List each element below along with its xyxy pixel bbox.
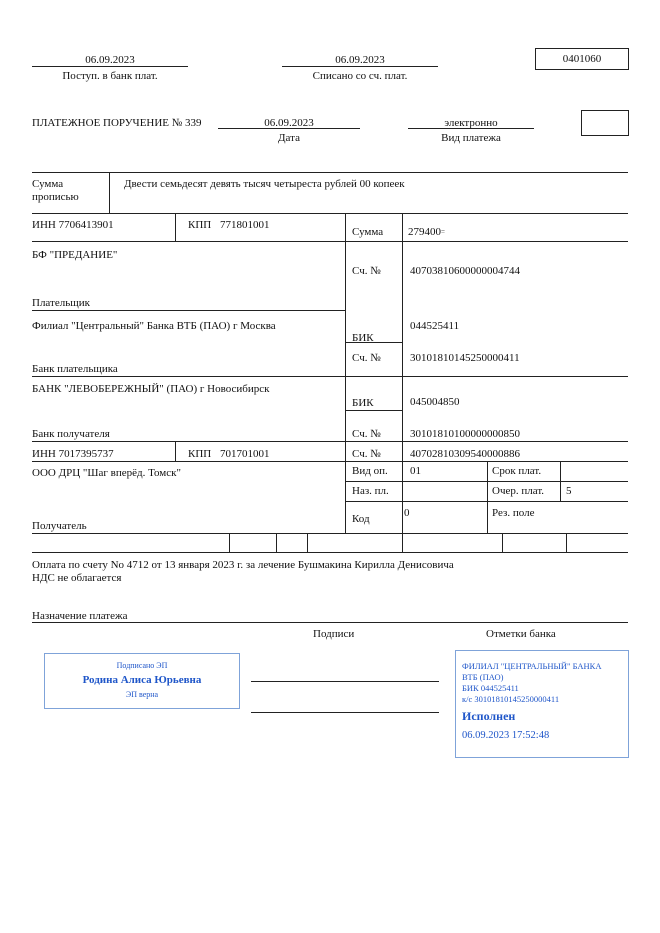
recipient-name: ООО ДРЦ "Шаг вперёд. Томск" [32,467,181,479]
recipient-bank-account-label: Сч. № [352,428,381,440]
order-date-label: Дата [278,132,300,144]
kod-value: 0 [404,507,410,519]
order-title: ПЛАТЕЖНОЕ ПОРУЧЕНИЕ № 339 [32,117,202,129]
payer-bank-account-label: Сч. № [352,352,381,364]
payment-type-label: Вид платежа [441,132,501,144]
kod-label: Код [352,513,370,525]
recipient-bank-name: БАНК "ЛЕВОБЕРЕЖНЫЙ" (ПАО) г Новосибирск [32,383,270,395]
grid-line [345,501,628,502]
form-code-box [535,48,629,70]
order-date-line [218,128,360,129]
purpose-line-1: Оплата по счету No 4712 от 13 января 2023 г. за лечение Бушмакина Кирилла Денисовича [32,559,454,571]
debited-date: 06.09.2023 [335,54,385,66]
empty-code-box [581,110,629,136]
bank-stamp-datetime: 06.09.2023 17:52:48 [462,730,550,741]
payer-label: Плательщик [32,297,90,309]
signature-line-2 [251,712,439,713]
grid-line [32,213,628,214]
ocher-label: Очер. плат. [492,485,545,497]
payer-bank-bik-label: БИК [352,332,374,344]
grid-line [175,213,176,241]
grid-line [345,481,628,482]
bank-marks-label: Отметки банка [486,628,556,640]
signatures-label: Подписи [313,628,355,640]
signature-stamp-top: Подписано ЭП [116,661,168,670]
recipient-label: Получатель [32,520,87,532]
order-date: 06.09.2023 [264,117,314,129]
payer-bank-bik: 044525411 [410,320,460,332]
sum-sup: = [441,228,445,236]
recipient-account: 40702810309540000886 [410,448,520,460]
payer-kpp-label: КПП [188,219,212,231]
grid-line [566,533,567,552]
grid-line [32,376,628,377]
amount-words-label-1: Сумма [32,178,64,190]
grid-line [345,213,346,533]
purpose-line-2: НДС не облагается [32,572,122,584]
grid-line [32,533,628,534]
bank-stamp-line-4: к/с 30101810145250000411 [462,694,560,704]
payer-inn: ИНН 7706413901 [32,219,114,231]
grid-line [32,172,628,173]
bank-stamp-line-1: ФИЛИАЛ "ЦЕНТРАЛЬНЫЙ" БАНКА [462,661,602,671]
recipient-bank-bik-label: БИК [352,397,374,409]
grid-line [307,533,308,552]
grid-line [229,533,230,552]
vid-op-label: Вид оп. [352,465,388,477]
purpose-label: Назначение платежа [32,610,128,622]
recipient-kpp: 701701001 [220,448,270,460]
grid-line [32,310,346,311]
debited-label: Списано со сч. плат. [312,70,408,82]
payer-name: БФ "ПРЕДАНИЕ" [32,249,118,261]
recipient-kpp-label: КПП [188,448,212,460]
grid-line [32,441,628,442]
rez-label: Рез. поле [492,507,535,519]
grid-line [32,461,628,462]
payer-account-label: Сч. № [352,265,381,277]
signature-stamp-name: Родина Алиса Юрьевна [82,674,202,686]
sum-value: 279400= [408,226,445,238]
grid-line [32,552,628,553]
sum-label: Сумма [352,226,384,238]
grid-line [487,461,488,533]
form-code: 0401060 [562,53,602,65]
recipient-bank-bik: 045004850 [410,396,460,408]
recipient-inn: ИНН 7017395737 [32,448,114,460]
recipient-account-label: Сч. № [352,448,381,460]
purpose-line [32,622,628,623]
grid-line [175,441,176,461]
recipient-bank-account: 30101810100000000850 [410,428,520,440]
srok-label: Срок плат. [492,465,542,477]
recipient-bank-label: Банк получателя [32,428,110,440]
debited-date-line [282,66,438,67]
naz-label: Наз. пл. [352,485,389,497]
amount-words-label-2: прописью [32,191,79,203]
bank-stamp-status: Исполнен [462,709,516,723]
grid-line [345,410,402,411]
ocher-value: 5 [566,485,572,497]
received-date: 06.09.2023 [85,54,135,66]
signature-stamp [44,653,240,709]
payment-type-line [408,128,534,129]
payer-bank-label: Банк плательщика [32,363,118,375]
payer-kpp: 771801001 [220,219,270,231]
grid-line [345,241,628,242]
amount-words-value: Двести семьдесят девять тысяч четыреста рублей 00 копеек [124,178,405,190]
vid-op-value: 01 [410,465,421,477]
payment-type: электронно [444,117,498,129]
bank-stamp-line-3: БИК 044525411 [462,683,519,693]
grid-line [32,241,346,242]
grid-line [502,533,503,552]
payer-bank-account: 30101810145250000411 [410,352,520,364]
received-date-line [32,66,188,67]
grid-line [109,172,110,213]
grid-line [402,533,403,552]
signature-line-1 [251,681,439,682]
payer-account: 40703810600000004744 [410,265,520,277]
signature-stamp-bottom: ЭП верна [125,690,159,699]
received-label: Поступ. в банк плат. [62,70,158,82]
grid-line [276,533,277,552]
grid-line [402,213,403,533]
bank-stamp-line-2: ВТБ (ПАО) [462,672,504,682]
bank-stamp [455,650,629,758]
payer-bank-name: Филиал "Центральный" Банка ВТБ (ПАО) г Москва [32,320,276,332]
